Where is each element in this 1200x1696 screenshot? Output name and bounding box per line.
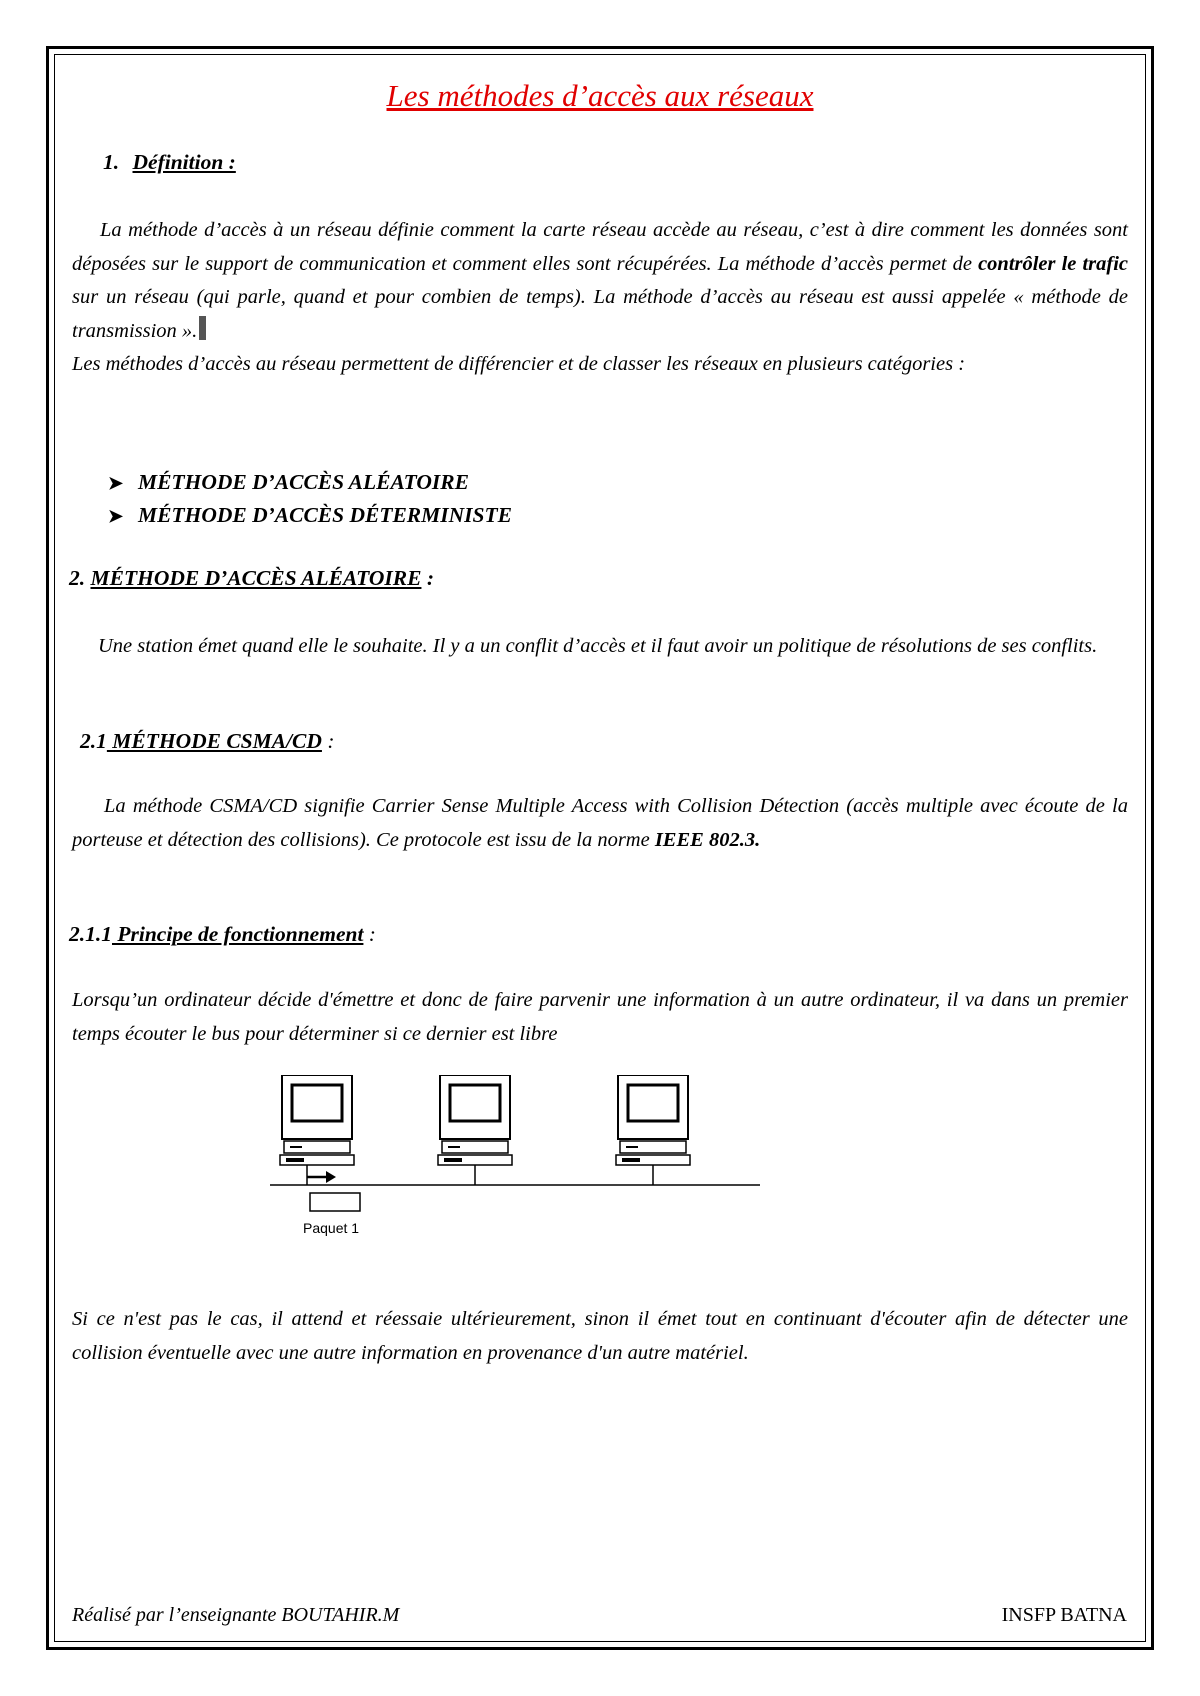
principle-text: Lorsqu’un ordinateur décide d'émettre et donc de faire parvenir une information à un autre ordinateur, il va dans un premier temps écouter le bus pour déterminer si ce dernier est libre xyxy=(72,989,1128,1045)
after-diagram-paragraph xyxy=(72,1303,1128,1370)
section-2-1-heading xyxy=(80,729,334,754)
arrowhead-bullet-icon: ➤ xyxy=(108,473,124,493)
definition-text-part2: sur un réseau (qui parle, quand et pour combien de temps). La méthode d’accès au réseau est aussi appelée « méthode de transmission ». xyxy=(72,286,1128,342)
definition-paragraph xyxy=(72,214,1128,382)
section-2-1-1-paragraph xyxy=(72,984,1128,1051)
definition-text xyxy=(72,214,1128,348)
definition-text-part1: La méthode d’accès à un réseau définie comment la carte réseau accède au réseau, c’est à dire comment les données sont déposées sur le support de communication et comment elles sont récupérées. La méthode d’accès permet de xyxy=(72,219,1128,275)
computer-icon xyxy=(280,1075,354,1165)
after-diagram-text: Si ce n'est pas le cas, il attend et réessaie ultérieurement, sinon il émet tout en continuant d'écouter afin de détecter une collision éventuelle avec une autre information en provenance d'un autre matériel. xyxy=(72,1308,1128,1364)
categories-text: Les méthodes d’accès au réseau permettent de différencier et de classer les réseaux en plusieurs catégories : xyxy=(72,353,966,375)
section-2-1-number: 2.1 xyxy=(80,729,107,753)
bullet-item-deterministic xyxy=(108,503,512,528)
footer-author: Réalisé par l’enseignante BOUTAHIR.M xyxy=(72,1604,400,1626)
arrowhead-bullet-icon: ➤ xyxy=(108,506,124,526)
arrowhead-icon xyxy=(326,1171,336,1183)
section-2-1-title: MÉTHODE CSMA/CD xyxy=(106,729,322,753)
section-2-suffix: : xyxy=(421,566,434,590)
section-1-title: Définition : xyxy=(132,150,236,174)
section-1-number: 1. xyxy=(103,150,120,174)
bullet-text: MÉTHODE D’ACCÈS DÉTERMINISTE xyxy=(138,503,512,527)
ieee-standard: IEEE 802.3. xyxy=(654,828,761,851)
section-1-heading xyxy=(103,150,236,175)
section-2-1-suffix: : xyxy=(321,729,335,753)
computer-icon xyxy=(438,1075,512,1165)
bus-network-diagram xyxy=(270,1075,770,1255)
packet-label: Paquet 1 xyxy=(303,1220,360,1236)
section-2-heading xyxy=(69,566,434,591)
bullet-text: MÉTHODE D’ACCÈS ALÉATOIRE xyxy=(138,470,469,494)
computer-icon xyxy=(616,1075,690,1165)
section-2-1-1-number: 2.1.1 xyxy=(69,922,112,946)
csma-definition-text: La méthode CSMA/CD signifie Carrier Sense Multiple Access with Collision Détection (accès multiple avec écoute de la porteuse et détection des collisions). Ce protocole est issu de la norme xyxy=(72,795,1128,851)
section-2-1-text xyxy=(72,790,1128,857)
definition-bold-term: contrôler le trafic xyxy=(978,252,1128,275)
section-2-paragraph xyxy=(72,630,1128,664)
section-2-1-1-suffix: : xyxy=(363,922,376,946)
section-2-title: MÉTHODE D’ACCÈS ALÉATOIRE xyxy=(90,566,422,590)
section-2-1-1-title: Principe de fonctionnement xyxy=(112,922,364,946)
footer-institution: INSFP BATNA xyxy=(1001,1604,1127,1626)
section-2-1-paragraph xyxy=(72,790,1128,857)
section-2-text: Une station émet quand elle le souhaite. Il y a un conflit d’accès et il faut avoir un politique de résolutions de ses conflits. xyxy=(98,635,1098,657)
text-cursor xyxy=(199,316,206,340)
packet-box xyxy=(310,1193,360,1211)
bullet-item-random xyxy=(108,470,469,495)
section-2-1-1-heading xyxy=(69,922,376,947)
section-2-number: 2. xyxy=(69,566,91,590)
document-title: Les méthodes d’accès aux réseaux xyxy=(386,78,814,113)
